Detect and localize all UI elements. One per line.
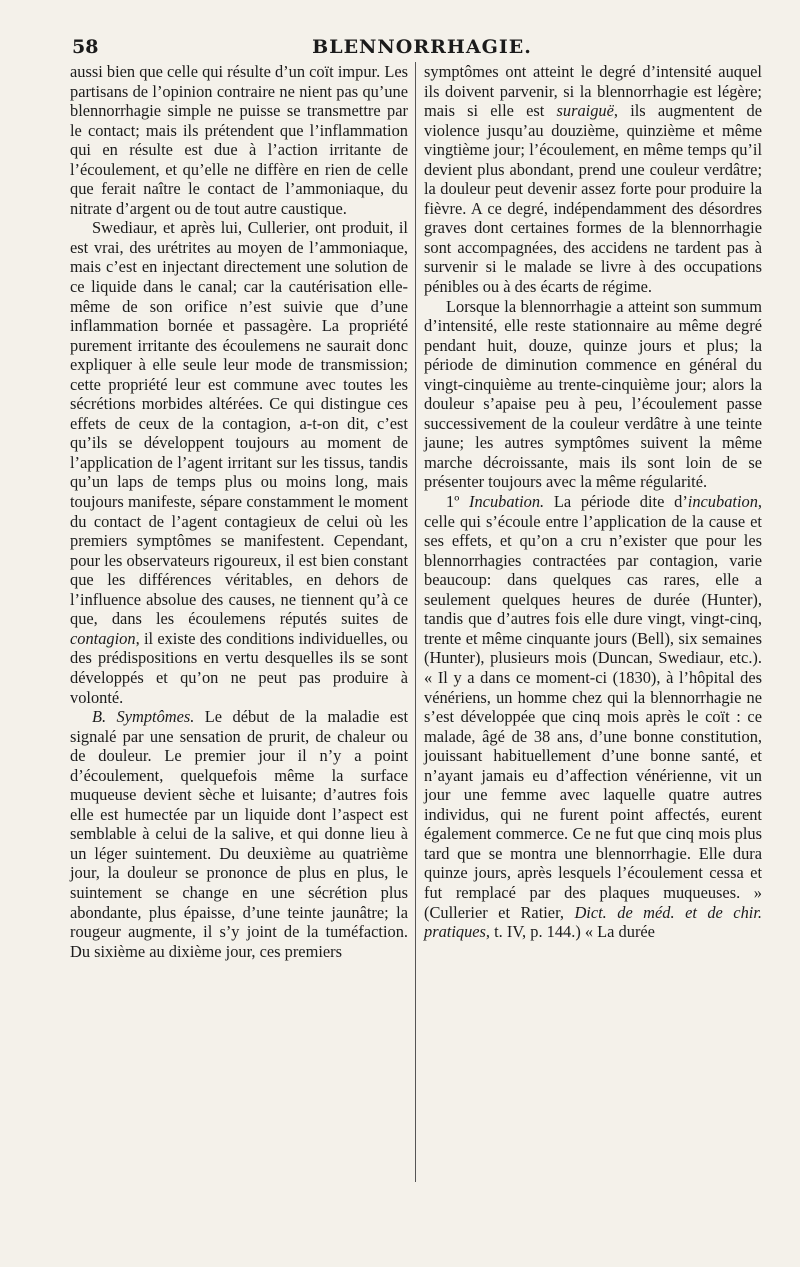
paragraph-incubation: 1º Incubation. La période dite d’incubation, celle qui s’écoule entre l’application de la cause et ses effets, et qu’on a cru n’exister que pour les blennorrhagies contractées par contagion, varie beaucoup: dans quelques cas rares, elle a seulement quelques heures de durée (Hunter), tandis que d’autres fois elle dure vingt, vingt-cinq, trente et même cinquante jours (Bell), six semaines (Hunter), plusieurs mois (Duncan, Swediaur, etc.). « Il y a dans ce moment-ci (1830), à l’hôpital des vénériens, un homme chez qui la blennorrhagie ne s’est développée que cinq mois après le coït : ce malade, âgé de 38 ans, d’une bonne constitution, jouissant habituellement d’une bonne santé, et n’ayant jamais eu d’affection vénérienne, vit un jour une femme avec laquelle quatre autres individus, qui ne furent point affectés, eurent également commerce. Ce ne fut que cinq mois plus tard que se montra une blennorrhagie. Elle dura quinze jours, après lesquels l’écoulement cessa et fut remplacé par des plaques muqueuses. » (Cullerier et Ratier, Dict. de méd. et de chir. pratiques, t. IV, p. 144.) « La durée	[424, 492, 762, 942]
italic-term: suraiguë	[556, 101, 614, 121]
right-column	[424, 62, 762, 942]
paragraph: symptômes ont atteint le degré d’intensité auquel ils doivent parvenir, si la blennorrhagie est légère; mais si elle est suraiguë, ils augmentent de violence jusqu’au douzième, quinzième et même vingtième jour; l’écoulement, en même temps qu’il devient plus abondant, prend une couleur verdâtre; la douleur peut devenir assez forte pour produire la fièvre. A ce degré, indépendamment des désordres graves dont certaines formes de la blennorrhagie sont accompagnées, des accidens ne tardent pas à survenir si le malade se livre à des occupations pénibles ou à des écarts de régime.	[424, 62, 762, 297]
italic-term: contagion	[70, 628, 136, 648]
page-header	[72, 36, 772, 64]
paragraph-symptomes: B. Symptômes. Le début de la maladie est signalé par une sensation de prurit, de chaleur ou de douleur. Le premier jour il n’y a point d’écoulement, quelquefois même la surface muqueuse devient sèche et luisante; d’autres fois elle est humectée par un liquide dont l’aspect est semblable à celui de la salive, et qui donne lieu à un léger suintement. Du deuxième au quatrième jour, la douleur se prononce de plus en plus, le suintement se change en une sécrétion plus abondante, plus épaisse, d’une teinte jaunâtre; la rougeur augmente, il s’y joint de la tuméfaction. Du sixième au dixième jour, ces premiers	[70, 707, 409, 961]
section-label: B. Symptômes.	[92, 707, 195, 727]
paragraph: Swediaur, et après lui, Cullerier, ont produit, il est vrai, des urétrites au moyen de l’ammoniaque, mais c’est en injectant directement une solution de ce liquide dans le canal; car la cautérisation elle-même de son orifice n’est suivie que d’une inflammation bornée et passagère. La propriété purement irritante des écoulemens ne saurait donc expliquer à elle seule leur mode de transmission; cette propriété leur est commune avec toutes les sécrétions morbides altérées. Ce qui distingue ces effets de ceux de la contagion, a-t-on dit, c’est qu’ils se développent toujours au moment de l’application de l’agent irritant sur les tissus, tandis qu’un laps de temps plus ou moins long, mais toujours manifeste, sépare constamment le moment du contact de l’agent contagieux de celui où les premiers symptômes se manifestent. Cependant, pour les observateurs rigoureux, il est bien constant que les différences véritables, en dehors de l’influence absolue des causes, ne tiennent qu’à ce que, dans les écoulemens réputés suites de contagion, il existe des conditions individuelles, ou des prédispositions en vertu desquelles ils se sont développés et qu’on ne peut pas produire à volonté.	[70, 218, 408, 707]
column-divider	[415, 62, 416, 1182]
running-head: BLENNORRHAGIE.	[312, 36, 532, 58]
left-column	[70, 62, 408, 961]
section-label: Incubation.	[469, 492, 545, 512]
italic-term: incubation	[687, 492, 758, 512]
paragraph: Lorsque la blennorrhagie a atteint son summum d’intensité, elle reste stationnaire au même degré pendant huit, douze, quinze jours et plus; la période de diminution commence en général du vingt-cinquième au trente-cinquième jour; alors la douleur s’apaise peu à peu, l’écoulement passe successivement de la couleur verdâtre à une teinte jaune; les autres symptômes suivent la même marche décroissante, mais ils sont loin de se présenter toujours avec la même régularité.	[424, 296, 762, 492]
paragraph: aussi bien que celle qui résulte d’un coït impur. Les partisans de l’opinion contraire ne nient pas qu’une blennorrhagie simple ne puisse se transmettre par le contact; mais ils prétendent que l’inflammation qui en résulte est due à l’action irritante de l’écoulement, et qu’elle ne diffère en rien de celle que ferait naître le contact de l’ammoniaque, du nitrate d’argent ou de tout autre caustique.	[70, 62, 408, 218]
citation-title: Dict. de méd. et de chir. pratiques	[424, 902, 762, 942]
page-number: 58	[72, 36, 99, 58]
